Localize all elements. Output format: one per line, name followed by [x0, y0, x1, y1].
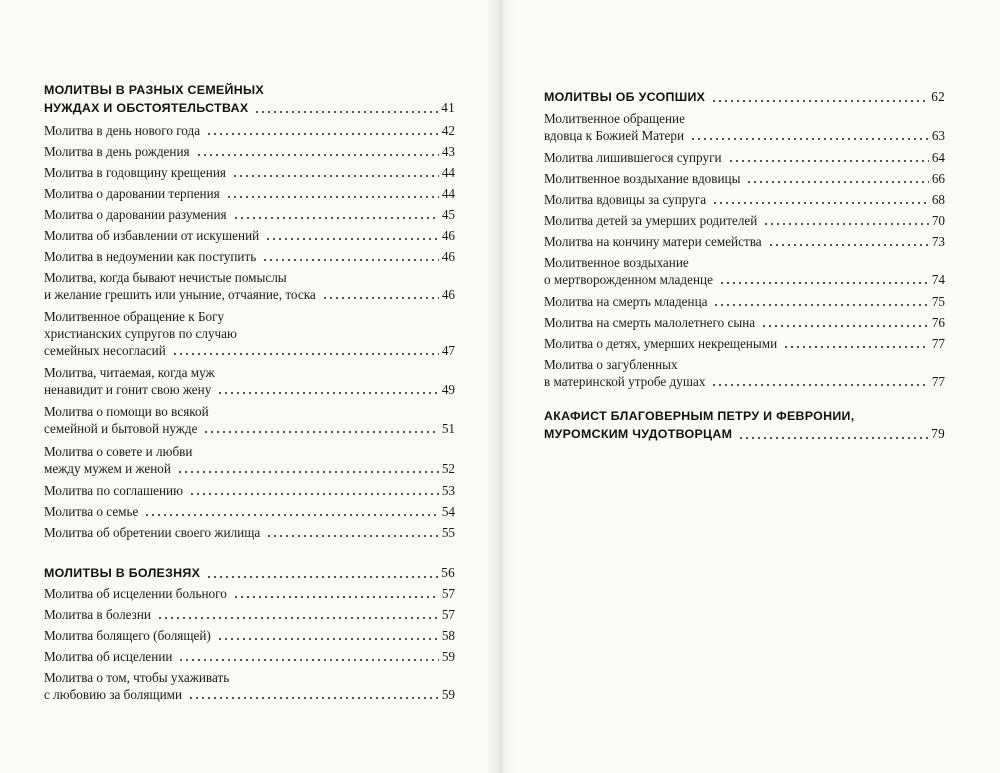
toc-section-heading	[544, 408, 945, 443]
entry-title-line: Молитва о детях, умерших некрещеными	[544, 336, 778, 351]
entry-title-line: Молитва о загубленных	[544, 357, 678, 372]
toc-entry	[544, 356, 945, 390]
toc-entry	[44, 627, 455, 644]
book-gutter	[486, 0, 514, 773]
dot-leader	[783, 346, 929, 348]
page-number: 62	[931, 89, 945, 104]
page-number: 49	[441, 382, 455, 397]
dot-leader	[217, 638, 439, 640]
entry-title-line: Молитва об исцелении больного	[44, 586, 227, 601]
page-number: 70	[931, 213, 945, 228]
toc-section-heading	[44, 82, 455, 117]
page-number: 56	[441, 565, 455, 580]
entry-title-line: между мужем и женой	[44, 461, 171, 476]
section-title-line: АКАФИСТ БЛАГОВЕРНЫМ ПЕТРУ И ФЕВРОНИИ,	[544, 409, 855, 423]
toc-entry	[44, 143, 455, 160]
dot-leader	[690, 138, 929, 140]
page-number: 59	[441, 649, 455, 664]
dot-leader	[189, 493, 439, 495]
toc-entry	[544, 314, 945, 331]
page-number: 73	[931, 234, 945, 249]
entry-title-line: Молитва в день рождения	[44, 144, 190, 159]
entry-title-line: Молитвенное обращение	[544, 111, 685, 126]
toc-entry	[544, 149, 945, 166]
dot-leader	[713, 304, 928, 306]
toc-entry	[544, 191, 945, 208]
dot-leader	[188, 697, 439, 699]
toc-entry	[44, 122, 455, 139]
dot-leader	[254, 111, 438, 113]
entry-title-line: о мертворожденном младенце	[544, 272, 713, 287]
page-number: 43	[441, 144, 455, 159]
section-title-line: МОЛИТВЫ В РАЗНЫХ СЕМЕЙНЫХ	[44, 83, 264, 97]
page-number: 64	[931, 150, 945, 165]
toc-entry	[544, 212, 945, 229]
entry-title-line: Молитва на смерть младенца	[544, 294, 708, 309]
entry-title-line: Молитва лишившегося супруги	[544, 150, 722, 165]
toc-entry	[44, 443, 455, 477]
entry-title-line: Молитва об обретении своего жилища	[44, 525, 261, 540]
page-number: 77	[931, 336, 945, 351]
entry-title-line: Молитва об избавлении от искушений	[44, 228, 260, 243]
dot-leader	[728, 160, 929, 162]
page-number: 68	[931, 192, 945, 207]
page-number: 79	[931, 426, 945, 441]
page-number: 66	[931, 171, 945, 186]
toc-entry	[544, 170, 945, 187]
page-number: 75	[931, 294, 945, 309]
entry-title-line: Молитва в болезни	[44, 607, 151, 622]
dot-leader	[178, 659, 438, 661]
page-number: 44	[441, 186, 455, 201]
toc-entry	[44, 364, 455, 398]
dot-leader	[711, 100, 928, 102]
dot-leader	[232, 175, 439, 177]
entry-title-line: Молитва об исцелении	[44, 649, 173, 664]
page-number: 53	[441, 483, 455, 498]
entry-title-line: Молитва вдовицы за супруга	[544, 192, 707, 207]
dot-leader	[712, 202, 929, 204]
toc-entry	[44, 482, 455, 499]
dot-leader	[761, 325, 929, 327]
entry-title-line: Молитва детей за умерших родителей	[544, 213, 758, 228]
section-title-line: МУРОМСКИМ ЧУДОТВОРЦАМ	[544, 427, 733, 441]
entry-title-line: Молитва болящего (болящей)	[44, 628, 211, 643]
entry-title-line: Молитва о том, чтобы ухаживать	[44, 670, 230, 685]
toc-entry	[44, 503, 455, 520]
entry-title-line: Молитва, когда бывают нечистые помыслы	[44, 270, 287, 285]
entry-title-line: вдовца к Божией Матери	[544, 128, 685, 143]
dot-leader	[262, 259, 439, 261]
dot-leader	[144, 514, 438, 516]
page-number: 55	[441, 525, 455, 540]
entry-title-line: Молитва о совете и любви	[44, 444, 193, 459]
page-number: 77	[931, 374, 945, 389]
page-number: 45	[441, 207, 455, 222]
entry-title-line: Молитва по соглашению	[44, 483, 183, 498]
entry-title-line: Молитва о помощи во всякой	[44, 404, 209, 419]
entry-title-line: Молитва о семье	[44, 504, 139, 519]
toc-entry	[44, 164, 455, 181]
toc-entry	[44, 248, 455, 265]
toc-entry	[44, 606, 455, 623]
page-number: 46	[441, 249, 455, 264]
entry-title-line: Молитва о даровании разумения	[44, 207, 227, 222]
entry-title-line: Молитва в годовщину крещения	[44, 165, 226, 180]
dot-leader	[206, 576, 438, 578]
entry-title-line: Молитва в недоумении как поступить	[44, 249, 257, 264]
page-number: 42	[441, 123, 455, 138]
toc-entry	[44, 185, 455, 202]
dot-leader	[738, 437, 928, 439]
toc-entry	[544, 233, 945, 250]
dot-leader	[233, 596, 439, 598]
dot-leader	[266, 535, 439, 537]
dot-leader	[763, 223, 929, 225]
toc-section-heading	[44, 564, 455, 582]
dot-leader	[157, 617, 439, 619]
toc-entry	[544, 110, 945, 144]
entry-title-line: Молитва на кончину матери семейства	[544, 234, 762, 249]
entry-title-line: Молитвенное обращение к Богу	[44, 309, 225, 324]
entry-title-line: семейных несогласий	[44, 343, 166, 358]
page-number: 74	[931, 272, 945, 287]
entry-title-line: семейной и бытовой нужде	[44, 421, 198, 436]
toc-entry	[544, 335, 945, 352]
dot-leader	[226, 196, 439, 198]
toc-entry	[44, 648, 455, 665]
dot-leader	[233, 217, 439, 219]
toc-entry	[44, 524, 455, 541]
section-title-line: МОЛИТВЫ В БОЛЕЗНЯХ	[44, 566, 201, 580]
dot-leader	[196, 154, 439, 156]
dot-leader	[746, 181, 928, 183]
entry-title-line: Молитвенное воздыхание	[544, 255, 689, 270]
dot-leader	[768, 244, 929, 246]
page-number: 59	[441, 687, 455, 702]
page-number: 46	[441, 287, 455, 302]
toc-entry	[44, 308, 455, 359]
entry-title-line: ненавидит и гонит свою жену	[44, 382, 212, 397]
toc-entry	[544, 293, 945, 310]
section-title-line: НУЖДАХ И ОБСТОЯТЕЛЬСТВАХ	[44, 101, 249, 115]
page-number: 41	[441, 100, 455, 115]
dot-leader	[719, 282, 929, 284]
entry-title-line: Молитва, читаемая, когда муж	[44, 365, 215, 380]
dot-leader	[217, 392, 439, 394]
section-title-line: МОЛИТВЫ ОБ УСОПШИХ	[544, 90, 706, 104]
dot-leader	[265, 238, 439, 240]
entry-title-line: Молитва на смерть малолетнего сына	[544, 315, 756, 330]
page-number: 58	[441, 628, 455, 643]
dot-leader	[172, 353, 439, 355]
page-number: 47	[441, 343, 455, 358]
toc-entry	[44, 206, 455, 223]
page-number: 46	[441, 228, 455, 243]
toc-entry	[44, 227, 455, 244]
toc-entry	[44, 669, 455, 703]
toc-entry	[44, 585, 455, 602]
page-number: 54	[441, 504, 455, 519]
page-number: 44	[441, 165, 455, 180]
toc-entry	[44, 269, 455, 303]
entry-title-line: Молитва в день нового года	[44, 123, 201, 138]
toc-entry	[544, 254, 945, 288]
page-number: 52	[441, 461, 455, 476]
entry-title-line: с любовию за болящими	[44, 687, 183, 702]
page-number: 57	[441, 586, 455, 601]
dot-leader	[711, 384, 928, 386]
toc-entry	[44, 403, 455, 437]
page-number: 51	[441, 421, 455, 436]
entry-title-line: в материнской утробе душах	[544, 374, 706, 389]
page-number: 76	[931, 315, 945, 330]
entry-title-line: христианских супругов по случаю	[44, 326, 237, 341]
toc-section-heading	[544, 88, 945, 106]
entry-title-line: и желание грешить или уныние, отчаяние, тоска	[44, 287, 316, 302]
dot-leader	[206, 133, 439, 135]
page-number: 63	[931, 128, 945, 143]
entry-title-line: Молитва о даровании терпения	[44, 186, 220, 201]
entry-title-line: Молитвенное воздыхание вдовицы	[544, 171, 741, 186]
page-number: 57	[441, 607, 455, 622]
dot-leader	[322, 297, 439, 299]
dot-leader	[177, 471, 439, 473]
dot-leader	[203, 431, 438, 433]
